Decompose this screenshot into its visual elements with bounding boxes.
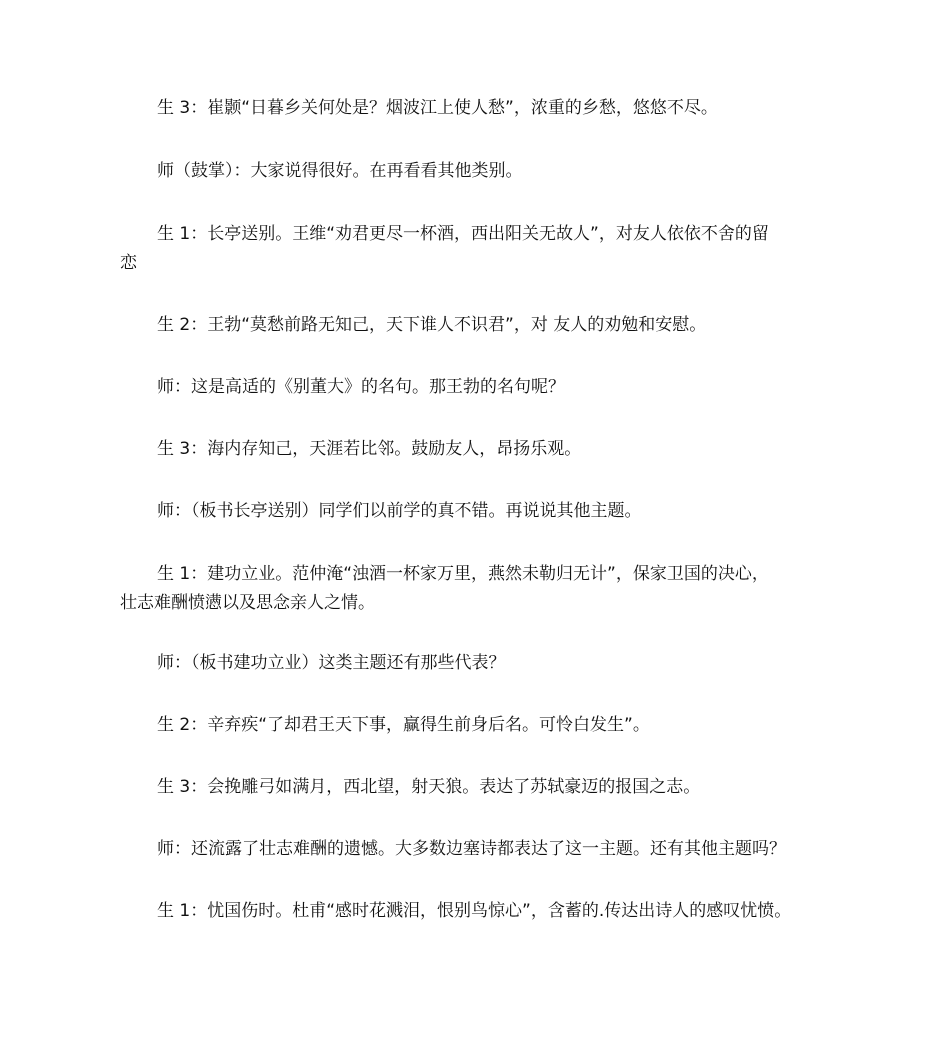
paragraph-8 xyxy=(120,560,836,618)
paragraph-line: 恋 xyxy=(120,253,137,273)
paragraph-line: 生 1：长亭送别。王维“劝君更尽一杯酒，西出阳关无故人”，对友人依依不舍的留 xyxy=(157,224,769,244)
paragraph-line: 师：（板书长亭送别）同学们以前学的真不错。再说说其他主题。 xyxy=(157,501,642,521)
paragraph-7 xyxy=(120,497,836,526)
paragraph-line: 生 3：会挽雕弓如满月，西北望，射天狼。表达了苏轼豪迈的报国之志。 xyxy=(157,777,701,797)
paragraph-line: 生 3：崔颢“日暮乡关何处是？烟波江上使人愁”，浓重的乡愁，悠悠不尽。 xyxy=(157,98,718,118)
paragraph-10 xyxy=(120,711,836,740)
paragraph-2 xyxy=(120,157,836,186)
paragraph-line: 师：还流露了壮志难酬的遗憾。大多数边塞诗都表达了这一主题。还有其他主题吗？ xyxy=(157,839,786,859)
paragraph-11 xyxy=(120,773,836,802)
paragraph-line: 生 2：王勃“莫愁前路无知己，天下谁人不识君”，对 友人的劝勉和安慰。 xyxy=(157,315,707,335)
paragraph-13 xyxy=(120,897,836,926)
paragraph-line: 生 1：建功立业。范仲淹“浊酒一杯家万里，燕然未勒归无计”，保家卫国的决心， xyxy=(157,564,769,584)
paragraph-12 xyxy=(120,835,836,864)
paragraph-5 xyxy=(120,373,836,402)
paragraph-6 xyxy=(120,435,836,464)
paragraph-line: 师（鼓掌）：大家说得很好。在再看看其他类别。 xyxy=(157,161,523,181)
paragraph-1 xyxy=(120,94,836,123)
paragraph-line: 生 2：辛弃疾“了却君王天下事，赢得生前身后名。可怜白发生”。 xyxy=(157,715,650,735)
paragraph-9 xyxy=(120,649,836,678)
paragraph-4 xyxy=(120,311,836,340)
paragraph-line: 生 3：海内存知己，天涯若比邻。鼓励友人，昂扬乐观。 xyxy=(157,439,582,459)
paragraph-line: 壮志难酬愤懑以及思念亲人之情。 xyxy=(120,593,375,613)
paragraph-3 xyxy=(120,220,836,278)
paragraph-line: 师：这是高适的《别董大》的名句。那王勃的名句呢？ xyxy=(157,377,565,397)
paragraph-line: 生 1：忧国伤时。杜甫“感时花溅泪，恨别鸟惊心”，含蓄的.传达出诗人的感叹忧愤。 xyxy=(157,901,792,921)
paragraph-line: 师：（板书建功立业）这类主题还有那些代表？ xyxy=(157,653,506,673)
